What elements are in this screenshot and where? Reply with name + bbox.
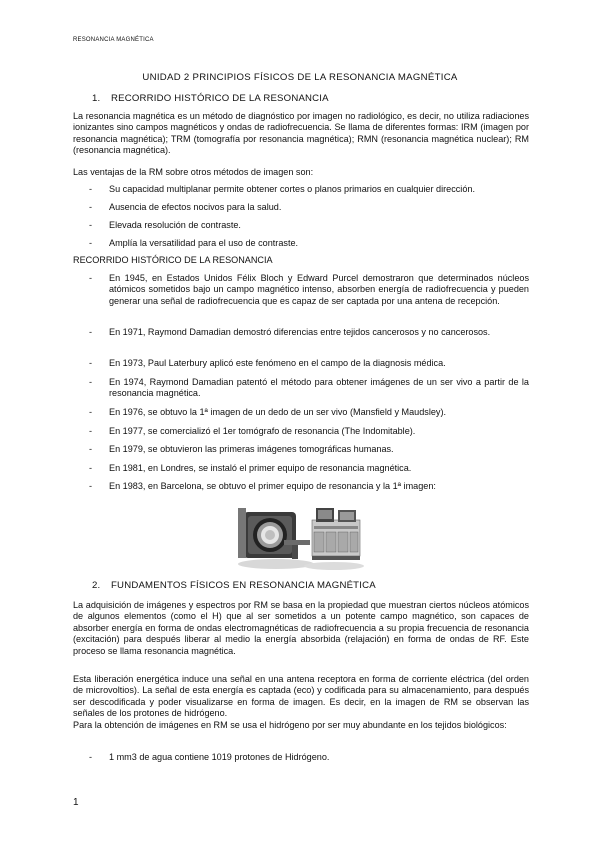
history-text: En 1983, en Barcelona, se obtuvo el primer equipo de resonancia y la 1ª imagen: (109, 481, 436, 491)
bullet-dash: - (89, 377, 93, 387)
history-text: En 1945, en Estados Unidos Félix Bloch y Edward Purcel demostraron que determinados núcleos atómicos sometidos bajo un campo magnético intenso, absorben energía de radiofrecuencia y pueden generar una señal de radiofrecuencia que es capaz de ser captada por una antena de recepción. (109, 273, 529, 306)
section-2-heading: FUNDAMENTOS FÍSICOS EN RESONANCIA MAGNÉTICA (111, 580, 376, 591)
section-1-heading: RECORRIDO HISTÓRICO DE LA RESONANCIA (111, 93, 329, 104)
bullet-dash: - (89, 202, 93, 212)
page-number: 1 (73, 797, 79, 808)
history-text: En 1977, se comercializó el 1er tomógrafo de resonancia (The Indomitable). (109, 426, 416, 436)
bullet-dash: - (89, 184, 93, 194)
advantages-intro: Las ventajas de la RM sobre otros métodos de imagen son: (73, 167, 314, 177)
bullet-dash: - (89, 358, 93, 368)
mri-equipment-photo (236, 500, 364, 572)
advantage-text: Ausencia de efectos nocivos para la salud. (109, 202, 282, 212)
section-2-paragraph-1: La adquisición de imágenes y espectros por RM se basa en la propiedad que muestran ciertos núcleos atómicos de algunos elementos (como el H) que al ser sometidos a un potente campo magnético, son capaces de absorber energía en forma de ondas electromagnéticas de radiofrecuencia a su propia frecuencia de resonancia (excitación) para después liberar al medio la energía absorbida (relajación) en forma de ondas de RF. Este proceso se llama resonancia magnética. (73, 600, 529, 656)
advantage-text: Amplía la versatilidad para el uso de contraste. (109, 238, 299, 248)
bullet-dash: - (89, 238, 93, 248)
bullet-dash: - (89, 407, 93, 417)
history-text: En 1973, Paul Laterbury aplicó este fenómeno en el campo de la diagnosis médica. (109, 358, 446, 368)
bullet-dash: - (89, 220, 93, 230)
advantage-text: Elevada resolución de contraste. (109, 220, 241, 230)
bullet-dash: - (89, 752, 93, 762)
unit-title: UNIDAD 2 PRINCIPIOS FÍSICOS DE LA RESONANCIA MAGNÉTICA (142, 72, 458, 83)
bullet-dash: - (89, 327, 93, 337)
section-2-paragraph-3: Para la obtención de imágenes en RM se usa el hidrógeno por ser muy abundante en los tejidos biológicos: (73, 720, 507, 730)
history-subheading: RECORRIDO HISTÓRICO DE LA RESONANCIA (73, 255, 273, 265)
history-text: En 1971, Raymond Damadian demostró diferencias entre tejidos cancerosos y no cancerosos. (109, 327, 491, 337)
section-2-number: 2. (92, 580, 101, 591)
bullet-dash: - (89, 444, 93, 454)
history-text: En 1979, se obtuvieron las primeras imágenes tomográficas humanas. (109, 444, 394, 454)
fact-text: 1 mm3 de agua contiene 1019 protones de Hidrógeno. (109, 752, 330, 762)
advantage-text: Su capacidad multiplanar permite obtener cortes o planos primarios en cualquier dirección. (109, 184, 475, 194)
section-2-paragraph-2: Esta liberación energética induce una señal en una antena receptora en forma de corriente eléctrica (del orden de microvoltios). La señal de esta energía es captada (eco) y codificada para su almacenamiento, para después ser descodificada y poder visualizarse en forma de imagen. Es decir, en la imagen de RM se observan las señales de los protones de hidrógeno. (73, 674, 529, 719)
running-header: RESONANCIA MAGNÉTICA (73, 37, 154, 43)
history-text: En 1974, Raymond Damadian patentó el método para obtener imágenes de un ser vivo a partir de la resonancia magnética. (109, 377, 529, 399)
bullet-dash: - (89, 426, 93, 436)
section-1-number: 1. (92, 93, 101, 104)
history-text: En 1981, en Londres, se instaló el primer equipo de resonancia magnética. (109, 463, 412, 473)
bullet-dash: - (89, 463, 93, 473)
history-text: En 1976, se obtuvo la 1ª imagen de un dedo de un ser vivo (Mansfield y Maudsley). (109, 407, 447, 417)
bullet-dash: - (89, 273, 93, 283)
bullet-dash: - (89, 481, 93, 491)
section-1-intro-paragraph: La resonancia magnética es un método de diagnóstico por imagen no radiológico, es decir, no utiliza radiaciones ionizantes sino campos magnéticos y ondas de radiofrecuencia. Se llama de diferentes formas: IRM (imagen por resonancia magnética); TRM (tomografía por resonancia magnética); RMN (resonancia magnética nuclear); RM (resonancia magnética). (73, 111, 529, 156)
